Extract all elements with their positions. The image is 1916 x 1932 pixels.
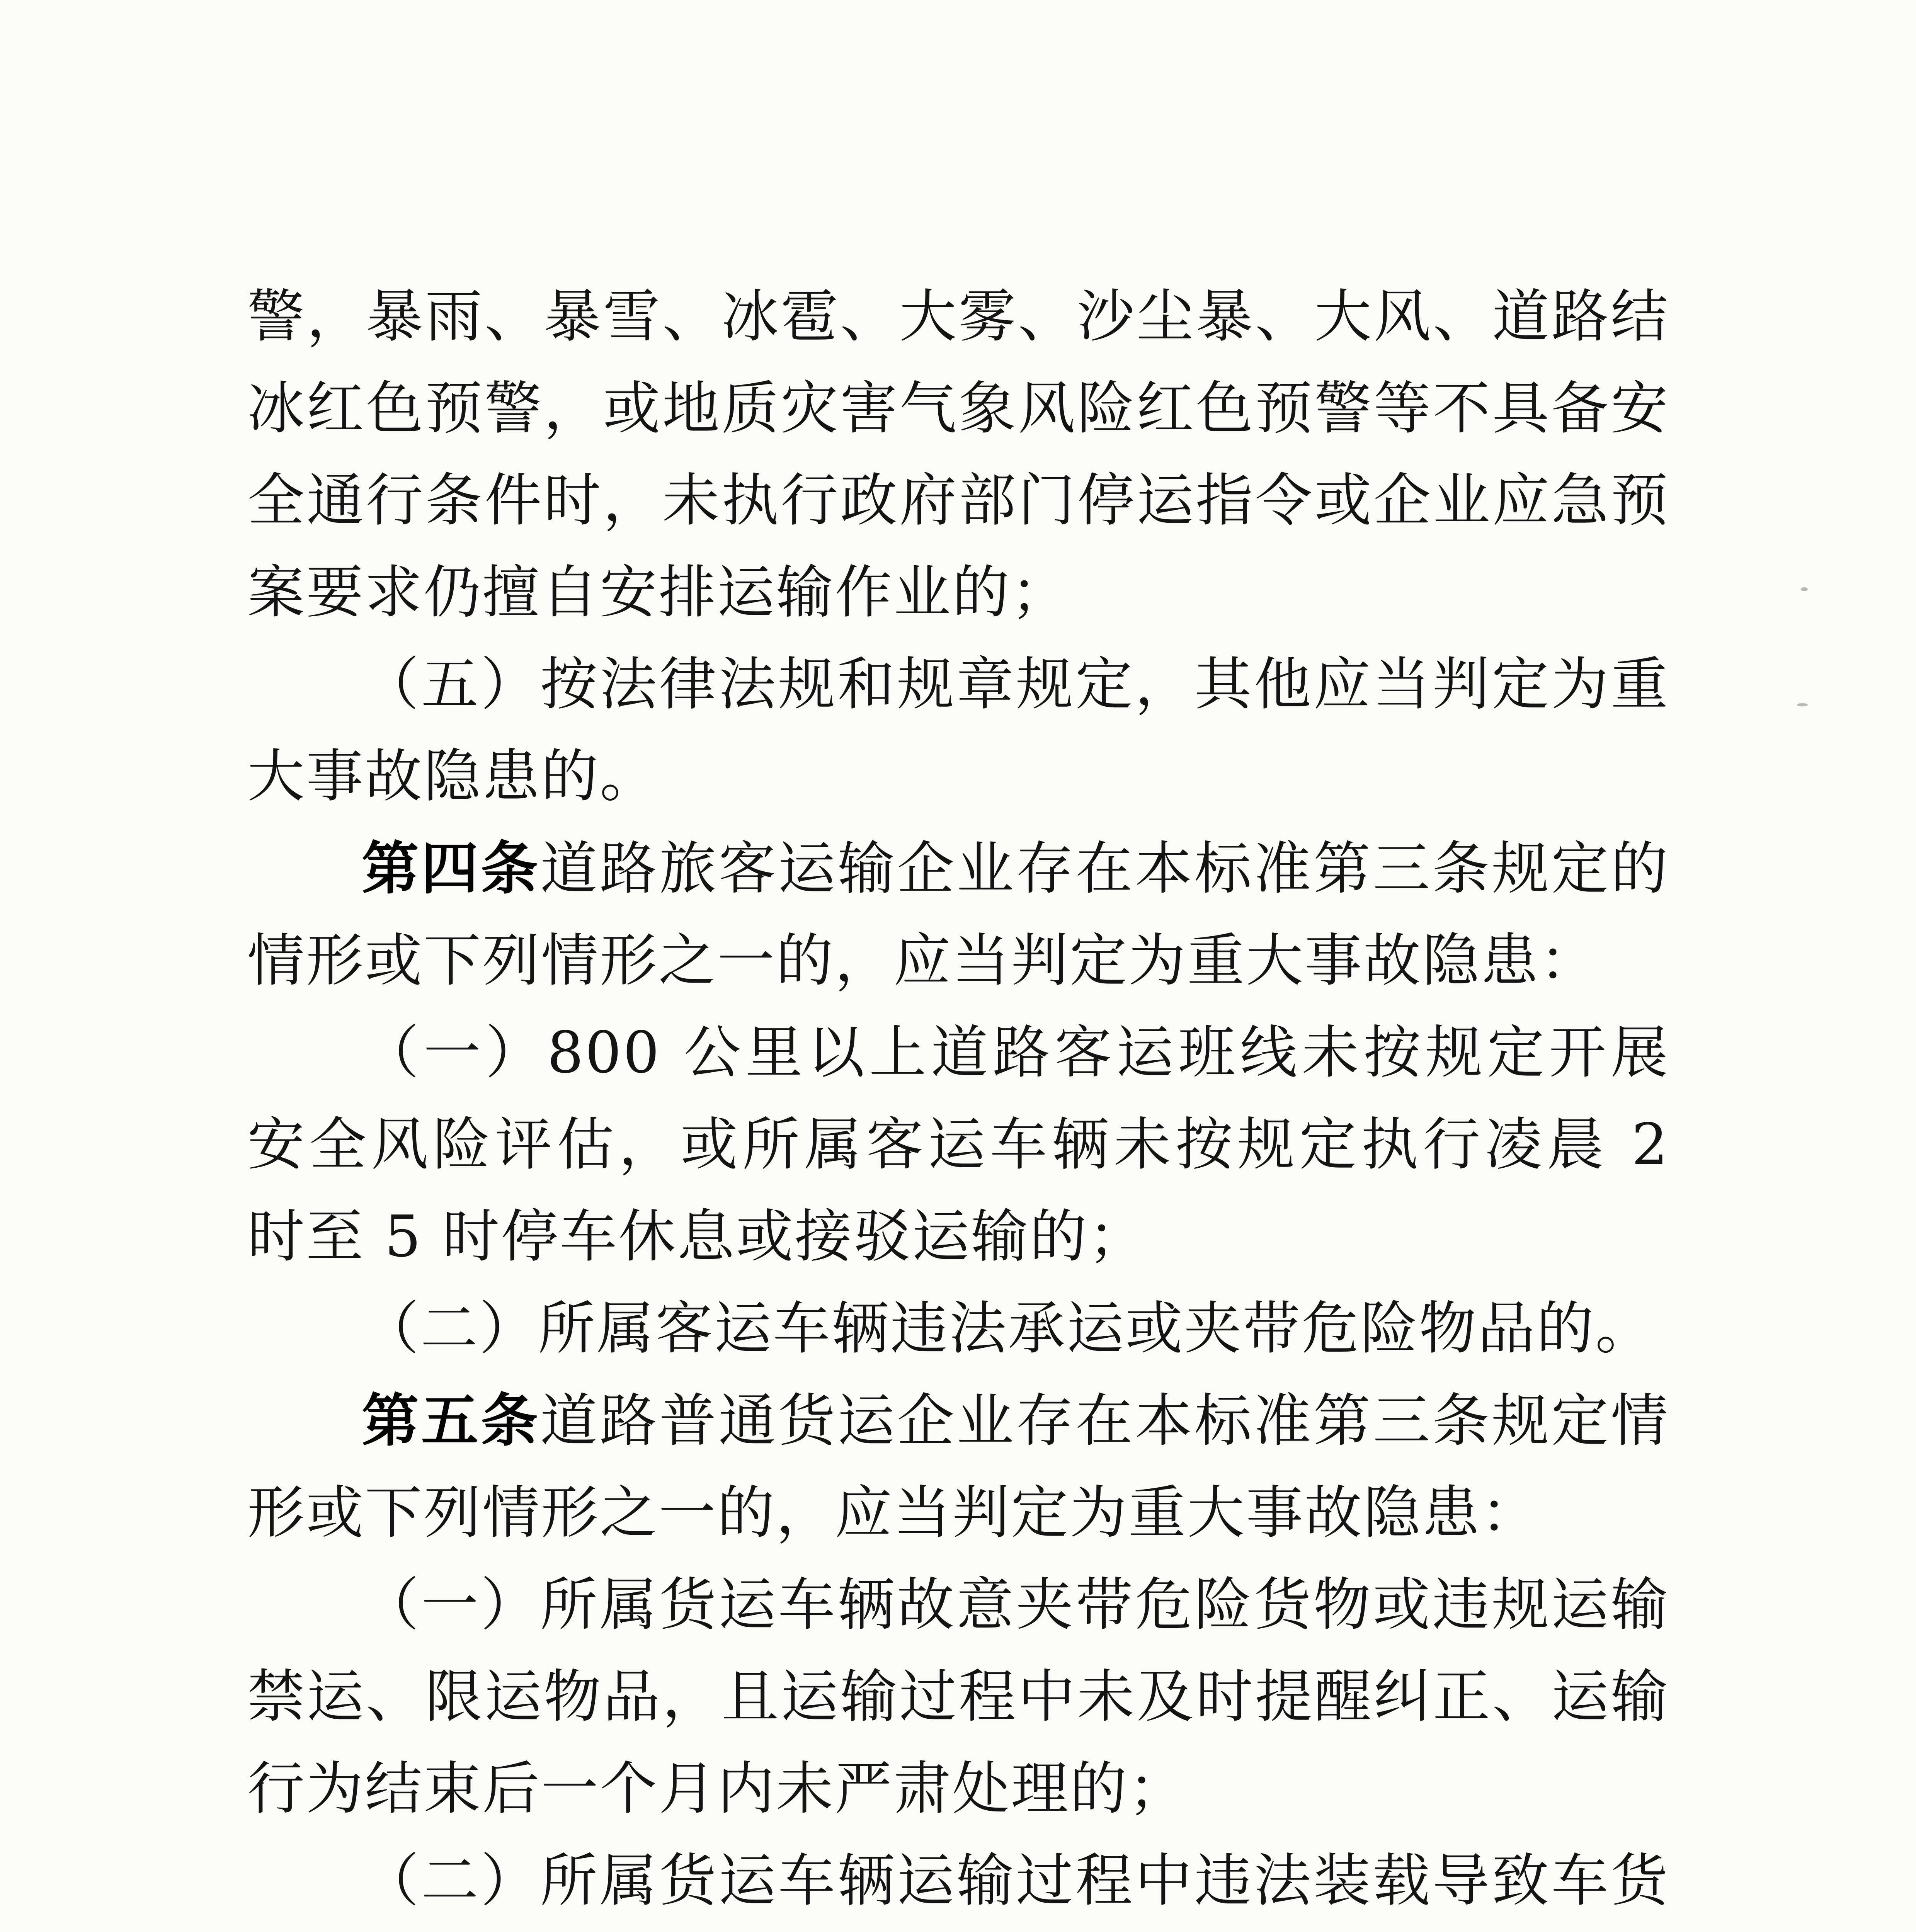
article-heading: 第五条 [362,1387,540,1454]
paragraph: （五）按法律法规和规章规定，其他应当判定为重大事故隐患的。 [247,651,1669,810]
paragraph: （二）所属货运车辆运输过程中违法装载导致车货 [362,1847,1669,1914]
article-heading: 第四条 [362,835,540,902]
paragraph: （一）所属货运车辆故意夹带危险货物或违规运输禁运、限运物品，且运输过程中未及时提醒纠正、运输行为结束后一个月内未严肃处理的； [247,1571,1669,1822]
paragraph: （二）所属客运车辆违法承运或夹带危险物品的。 [362,1295,1654,1362]
article-paragraph: 第四条道路旅客运输企业存在本标准第三条规定的情形或下列情形之一的，应当判定为重大事故隐患： [247,835,1670,994]
document-body [247,270,1669,1932]
paragraph: 警，暴雨、暴雪、冰雹、大雾、沙尘暴、大风、道路结冰红色预警，或地质灾害气象风险红色预警等不具备安全通行条件时，未执行政府部门停运指令或企业应急预案要求仍擅自安排运输作业的； [247,283,1669,626]
scan-speck [1797,703,1808,706]
article-paragraph: 第五条道路普通货运企业存在本标准第三条规定情形或下列情形之一的，应当判定为重大事故隐患： [247,1387,1670,1546]
scan-speck [1801,587,1808,591]
paragraph: （一）800 公里以上道路客运班线未按规定开展安全风险评估，或所属客运车辆未按规定执行凌晨 2 时至 5 时停车休息或接驳运输的； [247,1019,1669,1270]
